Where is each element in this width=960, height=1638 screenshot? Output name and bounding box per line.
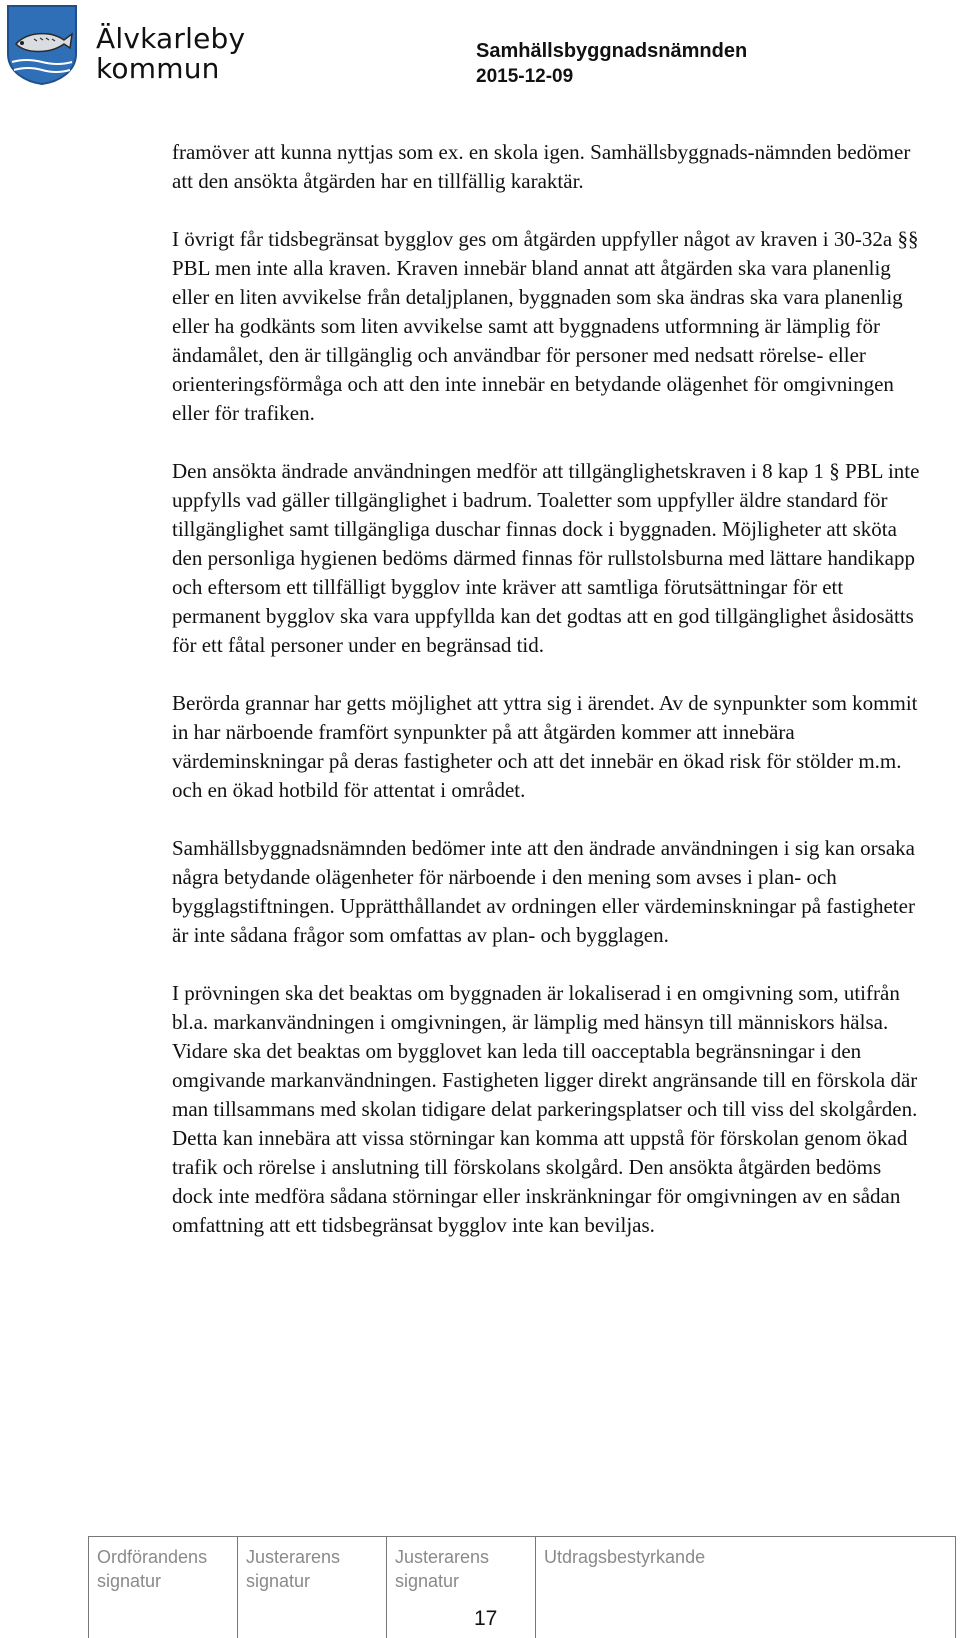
municipality-name-line1: Älvkarleby [96,22,246,55]
paragraph: I prövningen ska det beaktas om byggnaden är lokaliserad i en omgivning som, utifrån bl.a. markanvändningen i omgivningen, är lämplig med hänsyn till människors hälsa. Vidare ska det beaktas om bygglovet kan leda till oacceptabla begränsningar i den omgivande markanvändningen. Fastigheten ligger direkt angränsande till en förskola där man tillsammans med skolan tidigare delat parkeringsplatser och till viss del skolgården. Detta kan innebära att vissa störningar kan komma att uppstå för förskolan genom ökad trafik och rörelse i anslutning till förskolans skolgård. Den ansökta åtgärden bedöms dock inte medföra sådana störningar eller inskränkningar för omgivningen av en sådan omfattning att ett tidsbegränsat bygglov inte kan beviljas. [172,981,918,1237]
document-body [172,138,924,1269]
paragraph: framöver att kunna nyttjas som ex. en skola igen. Samhällsbyggnads-nämnden bedömer att den ansökta åtgärden har en tillfällig karaktär. [172,140,911,193]
committee-name: Samhällsbyggnadsnämnden [476,40,748,62]
paragraph: Den ansökta ändrade användningen medför att tillgänglighetskraven i 8 kap 1 § PBL inte uppfylls vad gäller tillgänglighet i badrum. Toaletter som uppfyller äldre standard för tillgänglighet samt tillgängliga duschar finnas dock i byggnaden. Möjligheter att sköta den personliga hygienen bedöms därmed finnas för rullstolsburna med lättare handikapp och eftersom ett tillfälligt bygglov inte kräver att samtliga förutsättningar för ett permanent bygglov ska vara uppfyllda kan det godtas att en god tillgänglighet åsidosätts för ett fåtal personer under en begränsad tid. [172,459,920,657]
municipality-name [96,24,245,84]
signature-label: signatur [97,1571,162,1591]
adjuster-signature-box [237,1537,386,1638]
signature-label: Justerarens [246,1547,341,1567]
signature-label: signatur [246,1571,311,1591]
paragraph: Berörda grannar har getts möjlighet att yttra sig i ärendet. Av de synpunkter som kommit in har närboende framfört synpunkter på att åtgärden kommer att innebära värdeminskningar på deras fastigheter och att det innebär en ökad risk för stölder m.m. och en ökad hotbild för attentat i området. [172,691,918,802]
meeting-date: 2015-12-09 [476,66,574,87]
signature-label: Ordförandens [97,1547,208,1567]
signature-label: Utdragsbestyrkande [544,1547,706,1567]
signature-label: signatur [395,1571,460,1591]
signature-footer [88,1536,956,1638]
paragraph: I övrigt får tidsbegränsat bygglov ges om åtgärden uppfyller något av kraven i 30-32a §§ PBL men inte alla kraven. Kraven innebär bland annat att åtgärden ska vara planenlig eller en liten avvikelse från detaljplanen, byggnaden som ska ändras ska vara planenlig eller ha godkänts som liten avvikelse samt att byggnadens utformning är lämplig för ändamålet, den är tillgänglig och användbar för personer med nedsatt rörelse- eller orienteringsförmåga och att den inte innebär en betydande olägenhet för omgivningen eller för trafiken. [172,227,919,425]
paragraph: Samhällsbyggnadsnämnden bedömer inte att den ändrade användningen i sig kan orsaka några betydande olägenheter för närboende i den mening som avses i plan- och bygglagstiftningen. Upprätthållandet av ordningen eller värdeminskningar på fastigheter är inte sådana frågor som omfattas av plan- och bygglagen. [172,836,915,947]
chair-signature-box [88,1537,237,1638]
extract-certification-box [535,1537,956,1638]
signature-label: Justerarens [395,1547,490,1567]
municipality-logo [6,4,78,86]
page-number: 17 [474,1607,498,1630]
adjuster-signature-box [386,1537,535,1638]
municipality-name-line2: kommun [96,52,220,85]
